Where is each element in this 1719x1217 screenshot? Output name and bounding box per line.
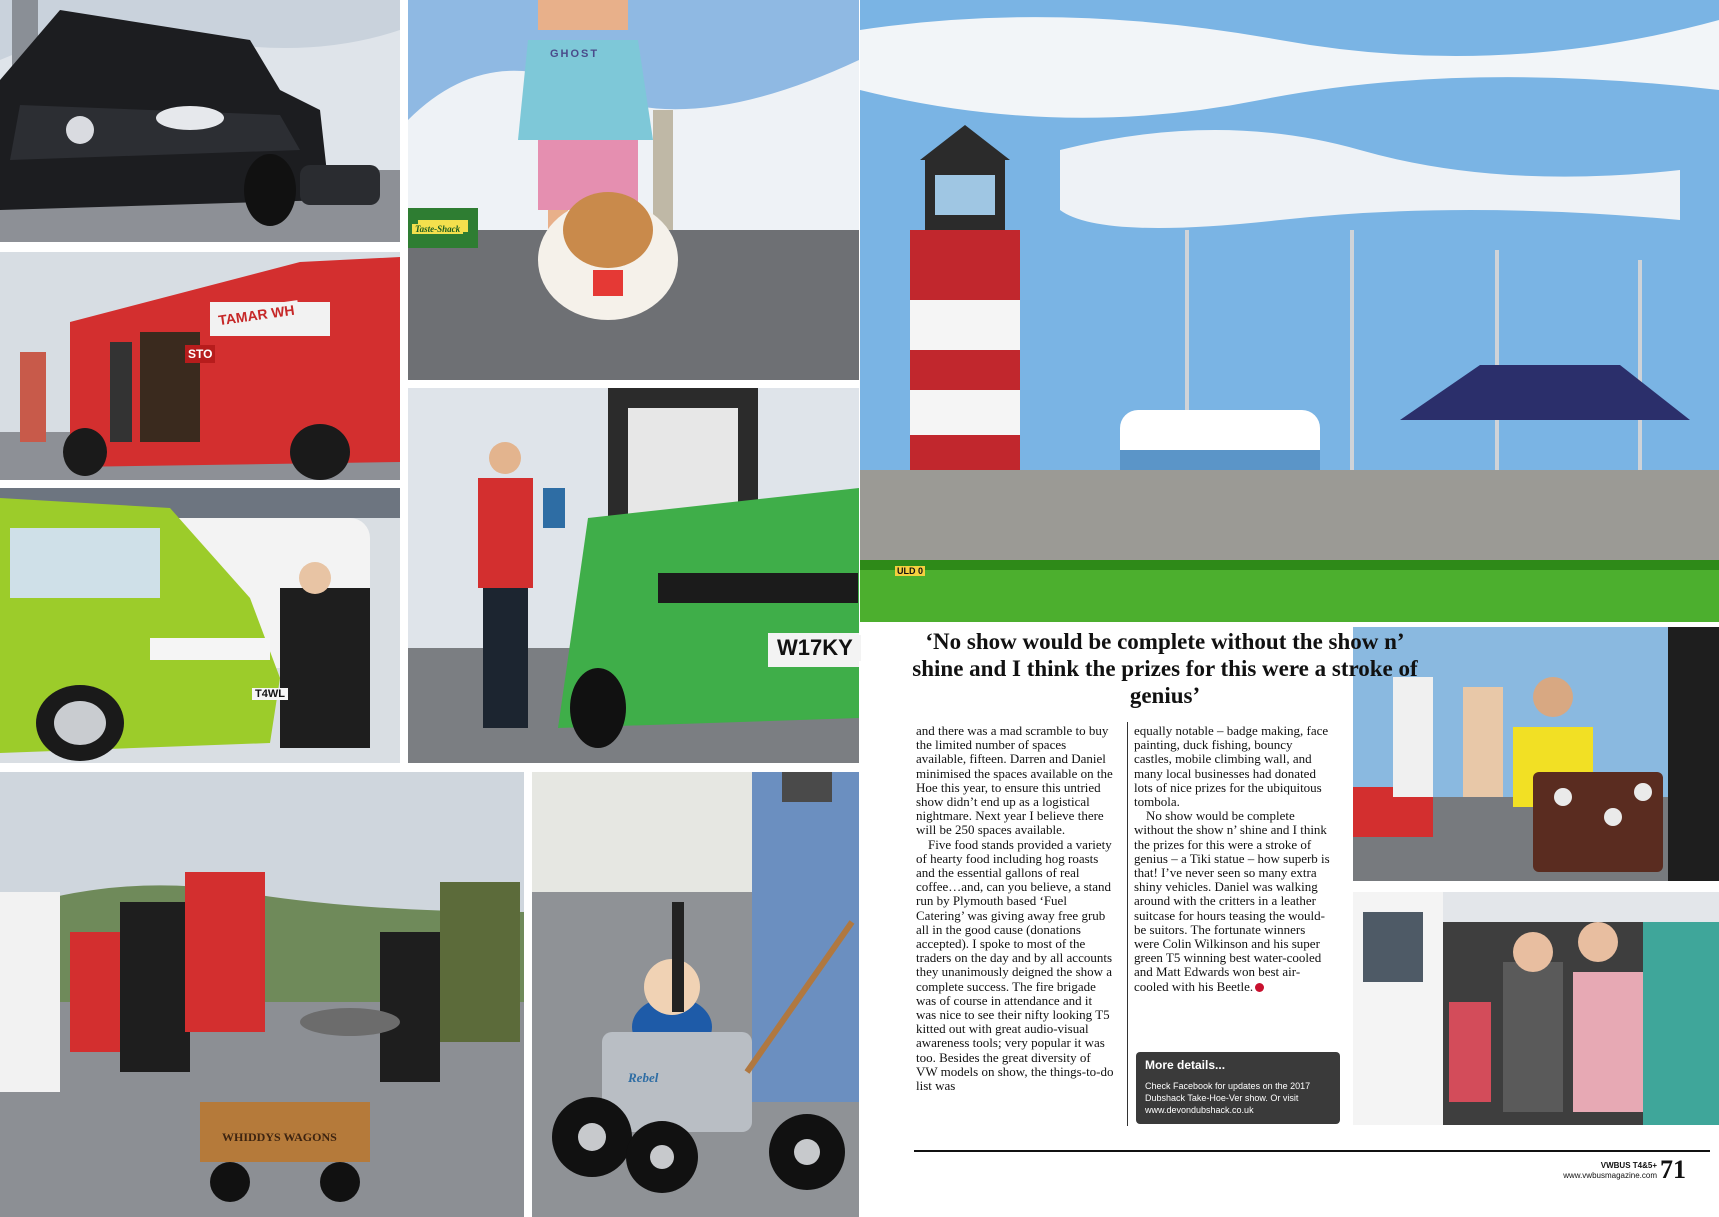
van-side-lettering: TAMAR WH xyxy=(213,300,299,330)
photo-lighthouse-show-field xyxy=(860,0,1719,622)
page-number: 71 xyxy=(1660,1155,1686,1184)
paragraph xyxy=(1134,809,1332,994)
bucket-label: Rebel xyxy=(628,1070,659,1085)
magazine-website: www.vwbusmagazine.com xyxy=(1563,1171,1657,1180)
wagon-sign: WHIDDYS WAGONS xyxy=(222,1130,337,1144)
stall-sign: Taste-Shack xyxy=(412,224,463,234)
number-plate-green-t5: W17KY xyxy=(773,635,861,661)
photo-women-by-camper xyxy=(1353,892,1719,1125)
more-details-title: More details... xyxy=(1145,1058,1226,1072)
stop-sign-lettering: STO xyxy=(185,345,215,363)
paragraph: equally notable – badge making, face painting, duck fishing, bouncy castles, mobile climbing wall, and many local businesses had donated lots of nice prizes for the ubiquitous tombola. xyxy=(1134,723,1329,810)
photo-black-vw-car xyxy=(0,0,400,242)
photo-toddler-in-bucket-cart xyxy=(532,772,859,1217)
more-details-text: Check Facebook for updates on the 2017 Dubshack Take-Hoe-Ver show. Or visit www.devondubshack.co.uk xyxy=(1145,1081,1311,1115)
column-divider xyxy=(1127,722,1128,1126)
photo-green-t5-with-owner xyxy=(408,388,859,763)
number-plate-lime-van: T4WL xyxy=(252,688,288,700)
article-column-two xyxy=(1134,724,1332,994)
paragraph-text: No show would be complete without the show n’ shine and I think the prizes for this were a stroke of genius – a Tiki statue – how superb is that! I’ve never seen so many extra shiny vehicles. Daniel was walking around with the critters in a leather suitcase for hours teasing the would-be suitors. The fortunate winners were Colin Wilkinson and his super green T5 winning best water-cooled and Matt Edwards won best air-cooled with his Beetle. xyxy=(1134,808,1330,994)
photo-lime-green-van xyxy=(0,488,400,763)
photo-people-with-wagon xyxy=(0,772,524,1217)
paragraph: and there was a mad scramble to buy the limited number of spaces available, fifteen. Darren and Daniel minimised the spaces available on the Hoe this year, to ensure this untried show didn’t end up as a logistical nightmare. Next year I believe there will be 250 spaces available. xyxy=(916,723,1113,838)
paragraph: Five food stands provided a variety of hearty food including hog roasts and the essential gallons of real coffee…and, can you believe, a stand run by Plymouth based ‘Fuel Catering’ was giving away free grub all in the good cause (donations accepted). I spoke to most of the traders on the day and by all accounts they unanimously deigned the show a complete success. The fire brigade was of course in attendance and it was nice to see their nifty looking T5 kitted out with great audio-visual awareness tools; very popular it was too. Besides the great diversity of VW models on show, the things-to-do list was xyxy=(916,836,1114,1094)
more-details-box xyxy=(1136,1052,1340,1124)
magazine-name: VWBUS T4&5+ xyxy=(1600,1161,1657,1170)
footer-rule xyxy=(914,1150,1710,1152)
end-of-article-icon xyxy=(1255,983,1264,992)
pull-quote: ‘No show would be complete without the show n’ shine and I think the prizes for this were a stroke of genius’ xyxy=(912,629,1418,708)
photo-red-van xyxy=(0,252,400,480)
shirt-print: GHOST xyxy=(550,48,600,60)
photo-man-with-bulldog xyxy=(408,0,859,380)
article-column-one xyxy=(916,724,1114,1093)
number-plate-beetle: ULD 0 xyxy=(897,566,924,576)
